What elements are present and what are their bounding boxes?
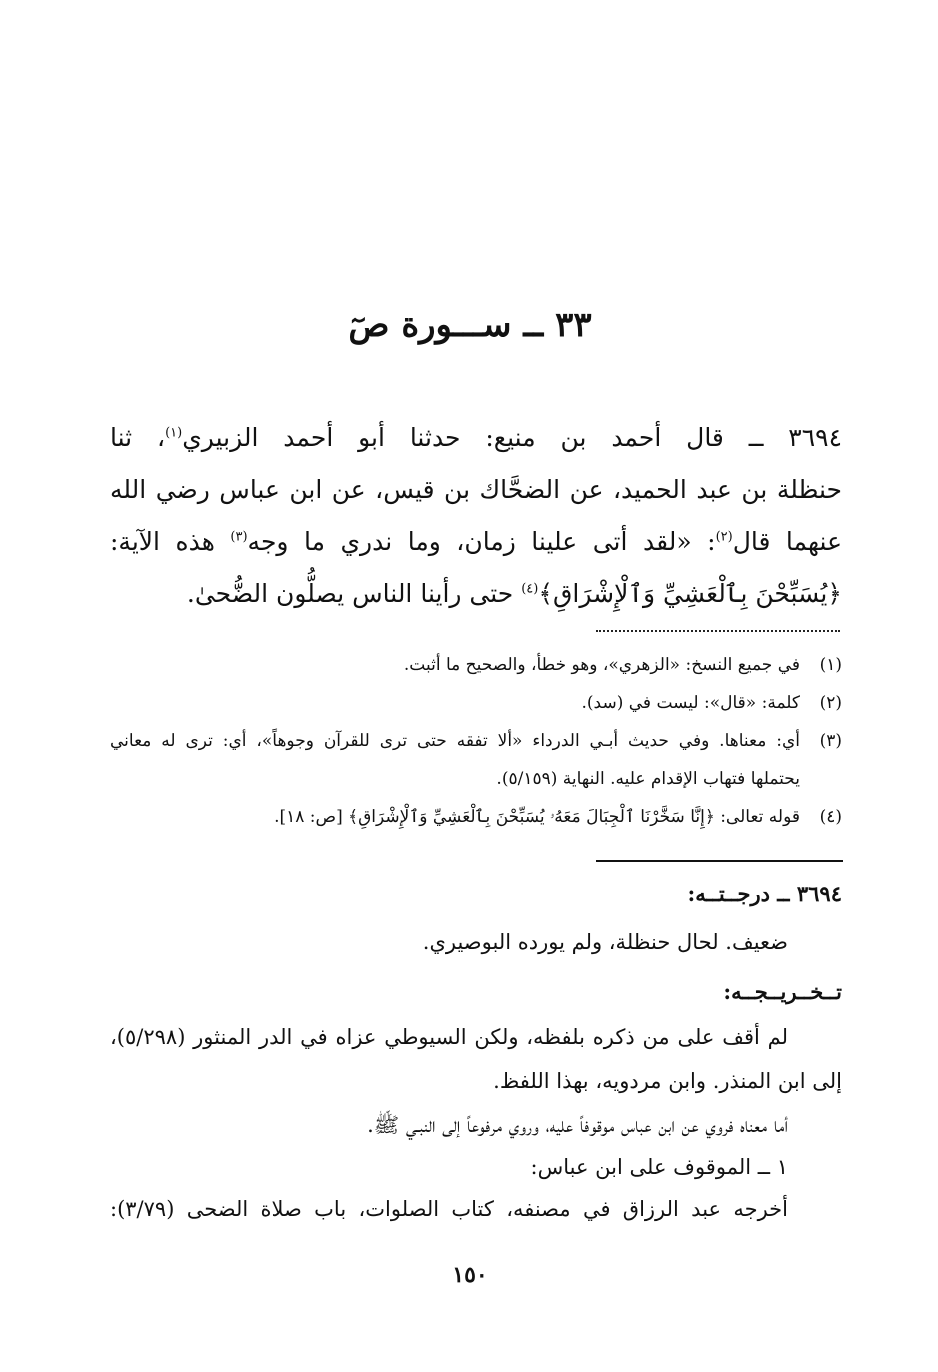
- footnote-1: [110, 650, 842, 680]
- section-rule: [596, 860, 843, 862]
- footnote-3-continued: يحتملها فتهاب الإقدام عليه. النهاية (٥/١٥٩).: [496, 769, 800, 789]
- footnote-4-number: (٤): [819, 807, 842, 827]
- hadith-line-3: [110, 522, 842, 562]
- takhrij-line-3: أما معناه فروي عن ابن عباس موقوفاً عليه، وروي مرفوعاً إلى النبـي ﷺ.: [367, 1113, 788, 1137]
- quran-verse: ﴿يُسَبِّحْنَ بِٱلْعَشِيِّ وَٱلْإِشْرَاقِ﴾: [538, 579, 842, 608]
- hadith-line-1: [110, 418, 842, 458]
- footnote-2: [110, 688, 842, 718]
- footnote-1-number: (١): [819, 655, 842, 675]
- hadith-line-3-text-a: عنهما قال: [732, 527, 842, 556]
- footnote-separator: [596, 630, 840, 632]
- page-number: ١٥٠: [452, 1262, 488, 1288]
- footnote-1-text: في جميع النسخ: «الزهري»، وهو خطأ، والصحيح ما أثبت.: [403, 655, 800, 675]
- footnote-3-number: (٣): [819, 731, 842, 751]
- footnote-3-text-a: أي: معناها. وفي حديث أبـي الدرداء «ألا تفقه حتى ترى للقرآن وجوهاً»، أي: ترى له معاني: [110, 731, 800, 751]
- hadith-line-3-text-c: هذه الآية:: [110, 527, 231, 556]
- footnote-2-number: (٢): [819, 693, 842, 713]
- hadith-line-4: [110, 574, 842, 614]
- hadith-line-1-text-b: ، ثنا: [110, 423, 166, 452]
- hadith-line-1-text-a: ٣٦٩٤ ــ قال أحمد بن منيع: حدثنا أبو أحمد الزبيري: [182, 423, 842, 452]
- footnote-4: [110, 802, 842, 832]
- surah-title: ٣٣ ــ ســـورة صٓ: [348, 305, 592, 345]
- footnote-ref-3: (٣): [230, 529, 248, 545]
- takhrij-line-2: إلى ابن المنذر. وابن مردويه، بهذا اللفظ.: [493, 1069, 842, 1093]
- footnote-4-text: قوله تعالى: ﴿إِنَّا سَخَّرْنَا ٱلْجِبَالَ مَعَهُۥ يُسَبِّحْنَ بِٱلْعَشِيِّ وَٱلْإِشْرَاقِ﴾ [ص: ١٨].: [274, 807, 800, 827]
- hadith-line-4-text: حتى رأينا الناس يصلُّون الضُّحىٰ.: [186, 579, 522, 608]
- footnote-3: [110, 726, 842, 756]
- footnote-ref-1: (١): [165, 425, 183, 441]
- footnote-ref-2: (٢): [715, 529, 733, 545]
- takhrij-line-4: ١ ــ الموقوف على ابن عباس:: [530, 1155, 788, 1179]
- takhrij-line-5: أخرجه عبد الرزاق في مصنفه، كتاب الصلوات، باب صلاة الضحى (٣/٧٩):: [110, 1197, 788, 1221]
- takhrij-line-1: لم أقف على من ذكره بلفظه، ولكن السيوطي عزاه في الدر المنثور (٥/٢٩٨)،: [110, 1025, 788, 1049]
- hadith-line-2: حنظلة بن عبد الحميد، عن الضحَّاك بن قيس، عن ابن عباس رضي الله: [110, 475, 842, 504]
- grade-heading: ٣٦٩٤ ــ درجــتــه:: [687, 881, 842, 906]
- takhrij-heading: تــخــريــجــه:: [723, 979, 842, 1004]
- hadith-line-3-text-b: : «لقد أتى علينا زمان، وما ندري ما وجه: [247, 527, 716, 556]
- footnote-ref-4: (٤): [521, 581, 539, 597]
- footnote-2-text: كلمة: «قال»: ليست في (سد).: [581, 693, 800, 713]
- grade-text: ضعيف. لحال حنظلة، ولم يورده البوصيري.: [422, 930, 788, 954]
